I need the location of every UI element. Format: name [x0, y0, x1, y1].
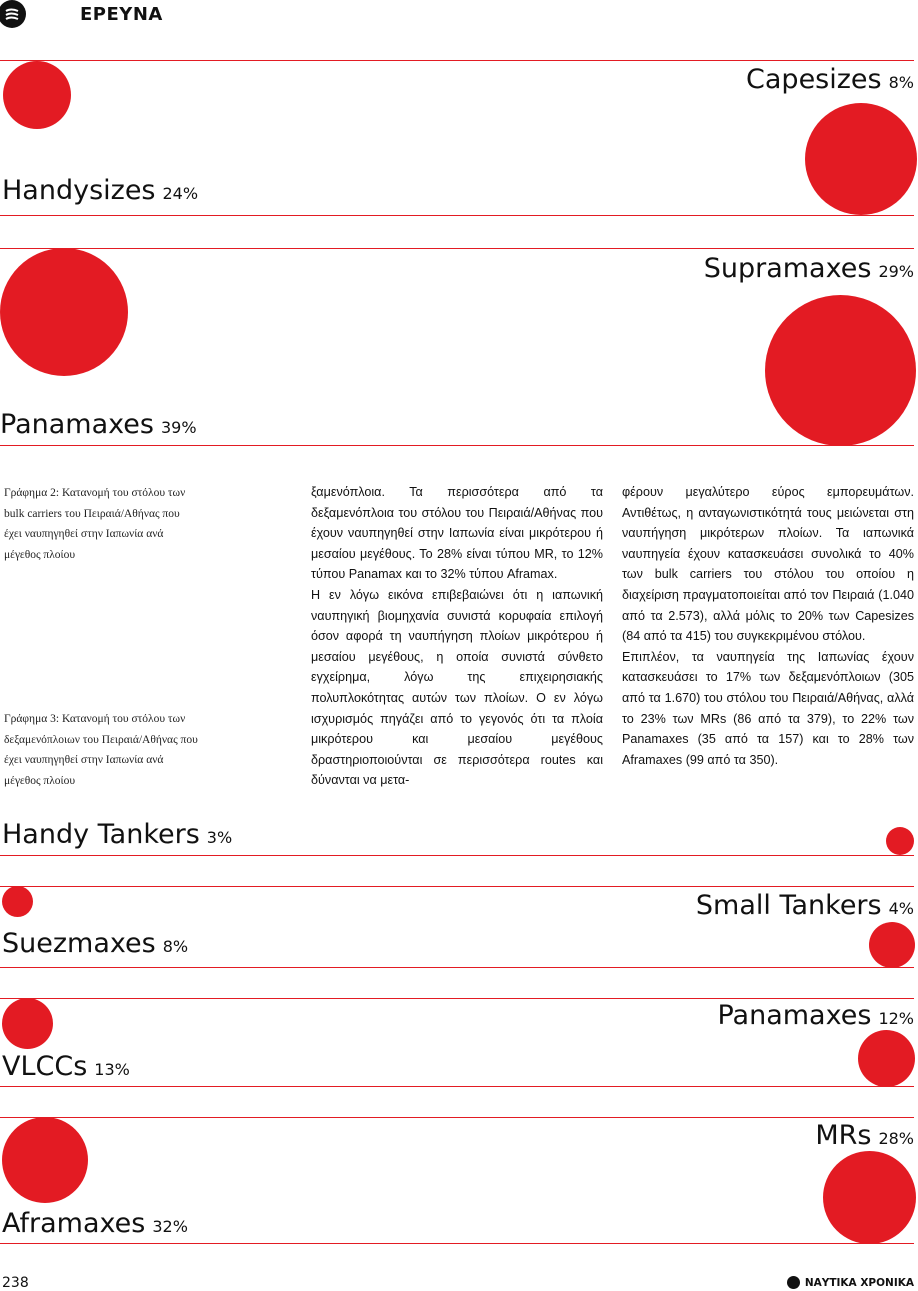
bubble-panamaxes-tankers: [858, 1030, 915, 1087]
caption-chart-3: Γράφημα 3: Κατανομή του στόλου των δεξαμενόπλοιων του Πειραιά/Αθήνας που έχει ναυπηγηθεί στην Ιαπωνία ανά μέγεθος πλοίου: [4, 713, 198, 787]
row-line: [0, 248, 914, 249]
bubble-supramaxes: [0, 248, 128, 376]
label-pct: 29%: [878, 262, 914, 281]
page-number: 238: [2, 1275, 29, 1291]
bubble-mrs: [2, 1117, 88, 1203]
label-suezmaxes: [2, 929, 188, 962]
brand-logo-icon: [787, 1276, 800, 1289]
paragraph: Η εν λόγω εικόνα επιβεβαιώνει ότι η ιαπωνική ναυπηγική βιομηχανία συνιστά κορυφαία επιλογή όσον αφορά τη ναυπήγηση πλοίων μικρότερου ή μεσαίου μεγέθους, η οποία συνιστά σύνθετο εγχείρημα, λόγω της επιχειρησιακής πολυπλοκότητας αυτών των πλοίων. Ο εν λόγω ισχυρισμός πηγάζει από το γεγονός ότι τα πλοία μικρότερου και μεσαίου μεγέθους δραστηριοποιούνται σε περισσότερα routes και δύνανται να μετα-: [311, 587, 603, 788]
label-name: Aframaxes: [2, 1208, 146, 1239]
footer-brand: [787, 1276, 914, 1289]
label-name: Small Tankers: [695, 890, 882, 921]
article-column-2: [622, 482, 914, 770]
label-pct: 3%: [206, 828, 233, 847]
row-line: [0, 1086, 914, 1087]
bubble-panamaxes: [765, 295, 916, 446]
label-mrs: [815, 1121, 914, 1154]
row-line: [0, 1117, 914, 1118]
paragraph: ξαμενόπλοια. Τα περισσότερα από τα δεξαμενόπλοια του στόλου του Πειραιά/Αθήνας που έχουν ναυπηγηθεί στην Ιαπωνία είναι μικρότερου ή μεσαίου μεγέθους. Το 28% είναι τύπου MR, το 12% τύπου Panamax και το 32% τύπου Aframax.: [311, 485, 603, 582]
row-line: [0, 1243, 914, 1244]
label-name: Handysizes: [2, 175, 156, 206]
label-vlccs: [2, 1052, 130, 1085]
label-name: Panamaxes: [717, 1000, 872, 1031]
label-pct: 28%: [878, 1129, 914, 1148]
label-capesizes: [746, 65, 914, 98]
label-name: VLCCs: [2, 1051, 88, 1082]
label-supramaxes: [704, 254, 914, 287]
section-title: ΕΡΕΥΝΑ: [80, 4, 163, 25]
row-line: [0, 967, 914, 968]
paragraph: Επιπλέον, τα ναυπηγεία της Ιαπωνίας έχουν κατασκευάσει το 17% των δεξαμενόπλοιων (305 από τα 1.670) του στόλου του Πειραιά/Αθήνας, αλλά το 23% των MRs (86 από τα 379), το 22% των Panamaxes (35 από τα 157) και το 28% των Aframaxes (99 από τα 350).: [622, 649, 914, 767]
label-pct: 12%: [878, 1009, 914, 1028]
label-pct: 32%: [152, 1217, 188, 1236]
bubble-aframaxes: [823, 1151, 916, 1244]
label-panamaxes: [0, 410, 197, 443]
waves-logo-icon: [0, 0, 26, 28]
paragraph: φέρουν μεγαλύτερο εύρος εμπορευμάτων. Αντιθέτως, η ανταγωνιστικότητά τους μειώνεται στη ναυπήγηση μικρότερων πλοίων. Τα ιαπωνικά ναυπηγεία έχουν κατασκευάσει συνολικά το 40% των bulk carriers του στόλου του οποίου η διαχείριση πραγματοποιείται από τον Πειραιά (1.040 από τα 2.573), αλλά μόλις το 20% των Capesizes (84 από τα 415) του συγκεκριμένου στόλου.: [622, 485, 914, 644]
label-name: Capesizes: [746, 64, 882, 95]
article-column-1: [311, 482, 603, 791]
label-name: MRs: [815, 1120, 872, 1151]
brand-name: ΝΑΥΤΙΚΑ ΧΡΟΝΙΚΑ: [804, 1276, 914, 1289]
label-pct: 13%: [94, 1060, 130, 1079]
row-line: [0, 215, 914, 216]
label-small-tankers: [696, 891, 914, 924]
label-name: Panamaxes: [0, 409, 154, 440]
label-name: Suezmaxes: [2, 928, 156, 959]
bubble-capesizes: [3, 61, 71, 129]
label-name: Supramaxes: [703, 253, 872, 284]
bubble-small-tankers: [869, 922, 915, 968]
label-pct: 8%: [162, 937, 189, 956]
bubble-vlccs: [2, 998, 53, 1049]
label-pct: 24%: [162, 184, 199, 203]
waves-logo-glyph: [0, 0, 26, 28]
row-line: [0, 60, 914, 61]
label-handysizes: [2, 176, 198, 209]
label-handy-tankers: [2, 820, 232, 853]
row-line: [0, 855, 914, 856]
label-name: Handy Tankers: [2, 819, 200, 850]
label-aframaxes: [2, 1209, 188, 1242]
label-pct: 8%: [888, 73, 914, 92]
bubble-suezmaxes: [2, 886, 33, 917]
label-pct: 39%: [160, 418, 197, 437]
row-line: [0, 445, 914, 446]
bubble-handy-tankers: [886, 827, 914, 855]
row-line: [0, 998, 914, 999]
label-pct: 4%: [888, 899, 914, 918]
row-line: [0, 886, 914, 887]
caption-chart-2: Γράφημα 2: Κατανομή του στόλου των bulk carriers του Πειραιά/Αθήνας που έχει ναυπηγηθεί στην Ιαπωνία ανά μέγεθος πλοίου: [4, 487, 186, 561]
bubble-handysizes: [805, 103, 917, 215]
